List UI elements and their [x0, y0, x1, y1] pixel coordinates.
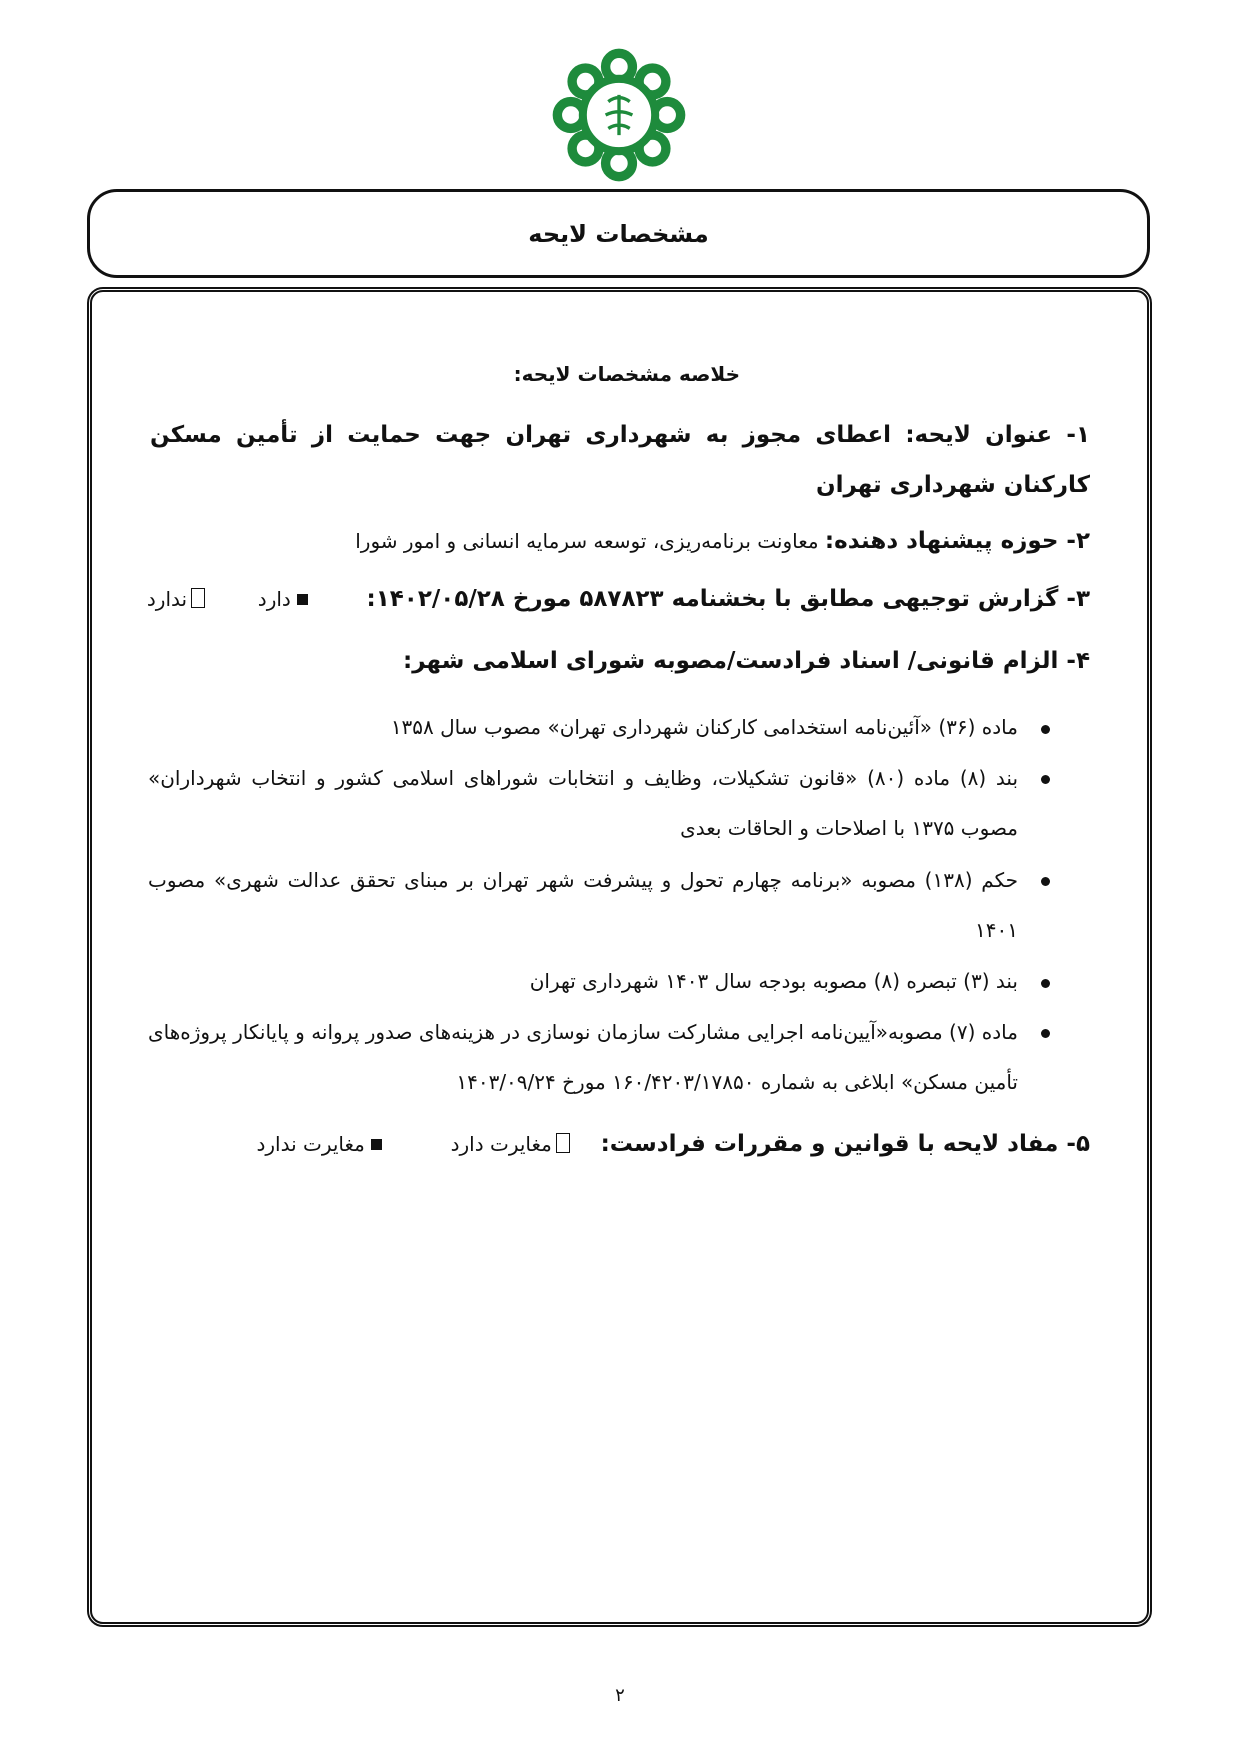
item5-label: ۵- مفاد لایحه با قوانین و مقررات فرادست:: [600, 1131, 1090, 1157]
bullet-icon: [1041, 877, 1050, 886]
bullet-icon: [1041, 775, 1050, 784]
item1: [150, 410, 1090, 510]
checkbox-unchecked[interactable]: [556, 1133, 570, 1153]
list-item: ماده (۷) مصوبه«آیین‌نامه اجرایی مشارکت سازمان نوسازی در هزینه‌های صدور پروانه و پایانکار پروژه‌های تأمین مسکن» ابلاغی به شماره ۱۶۰/۴۲۰۳/۱۷۸۵۰ مورخ ۱۴۰۳/۰۹/۲۴: [148, 1020, 1018, 1094]
checkbox-checked[interactable]: [297, 594, 308, 605]
list-item: ماده (۳۶) «آئین‌نامه استخدامی کارکنان شهرداری تهران» مصوب سال ۱۳۵۸: [390, 715, 1018, 739]
title-box: [87, 189, 1150, 278]
list-item: حکم (۱۳۸) مصوبه «برنامه چهارم تحول و پیشرفت شهر تهران بر مبنای تحقق عدالت شهری» مصوب ۱۴۰۱: [148, 868, 1018, 942]
page-number: ۲: [615, 1685, 625, 1706]
item2-value: معاونت برنامه‌ریزی، توسعه سرمایه انسانی و امور شورا: [355, 529, 819, 553]
option-yes: مغایرت دارد: [450, 1132, 552, 1156]
list-item: بند (۸) ماده (۸۰) «قانون تشکیلات، وظایف و انتخابات شوراهای اسلامی کشور و انتخاب شهرداران» مصوب ۱۳۷۵ با اصلاحات و الحاقات بعدی: [148, 766, 1019, 840]
item5: [256, 1133, 1090, 1156]
list-item: بند (۳) تبصره (۸) مصوبه بودجه سال ۱۴۰۳ شهرداری تهران: [529, 969, 1018, 993]
bullet-icon: [1041, 979, 1050, 988]
option-yes: دارد: [257, 587, 291, 611]
page-title: مشخصات لایحه: [528, 219, 709, 248]
item3: [147, 588, 1090, 611]
option-no: ندارد: [146, 587, 188, 611]
item1-label: ۱- عنوان لایحه:: [905, 422, 1090, 448]
item2-label: ۲- حوزه پیشنهاد دهنده:: [824, 528, 1090, 554]
bullet-icon: [1041, 725, 1050, 734]
tehran-municipality-logo: [552, 48, 686, 182]
item1-value: اعطای مجوز به شهرداری تهران جهت حمایت از تأمین مسکن کارکنان شهرداری تهران: [150, 422, 1090, 498]
summary-heading: خلاصه مشخصات لایحه:: [513, 362, 740, 386]
item2: [355, 530, 1090, 553]
checkbox-unchecked[interactable]: [191, 588, 205, 608]
item3-label: ۳- گزارش توجیهی مطابق با بخشنامه ۵۸۷۸۲۳ مورخ ۱۴۰۲/۰۵/۲۸:: [366, 586, 1090, 612]
option-no: مغایرت ندارد: [256, 1132, 365, 1156]
bullet-icon: [1041, 1029, 1050, 1038]
item4-label: ۴- الزام قانونی/ اسناد فرادست/مصوبه شورای اسلامی شهر:: [403, 648, 1090, 674]
checkbox-checked[interactable]: [371, 1139, 382, 1150]
